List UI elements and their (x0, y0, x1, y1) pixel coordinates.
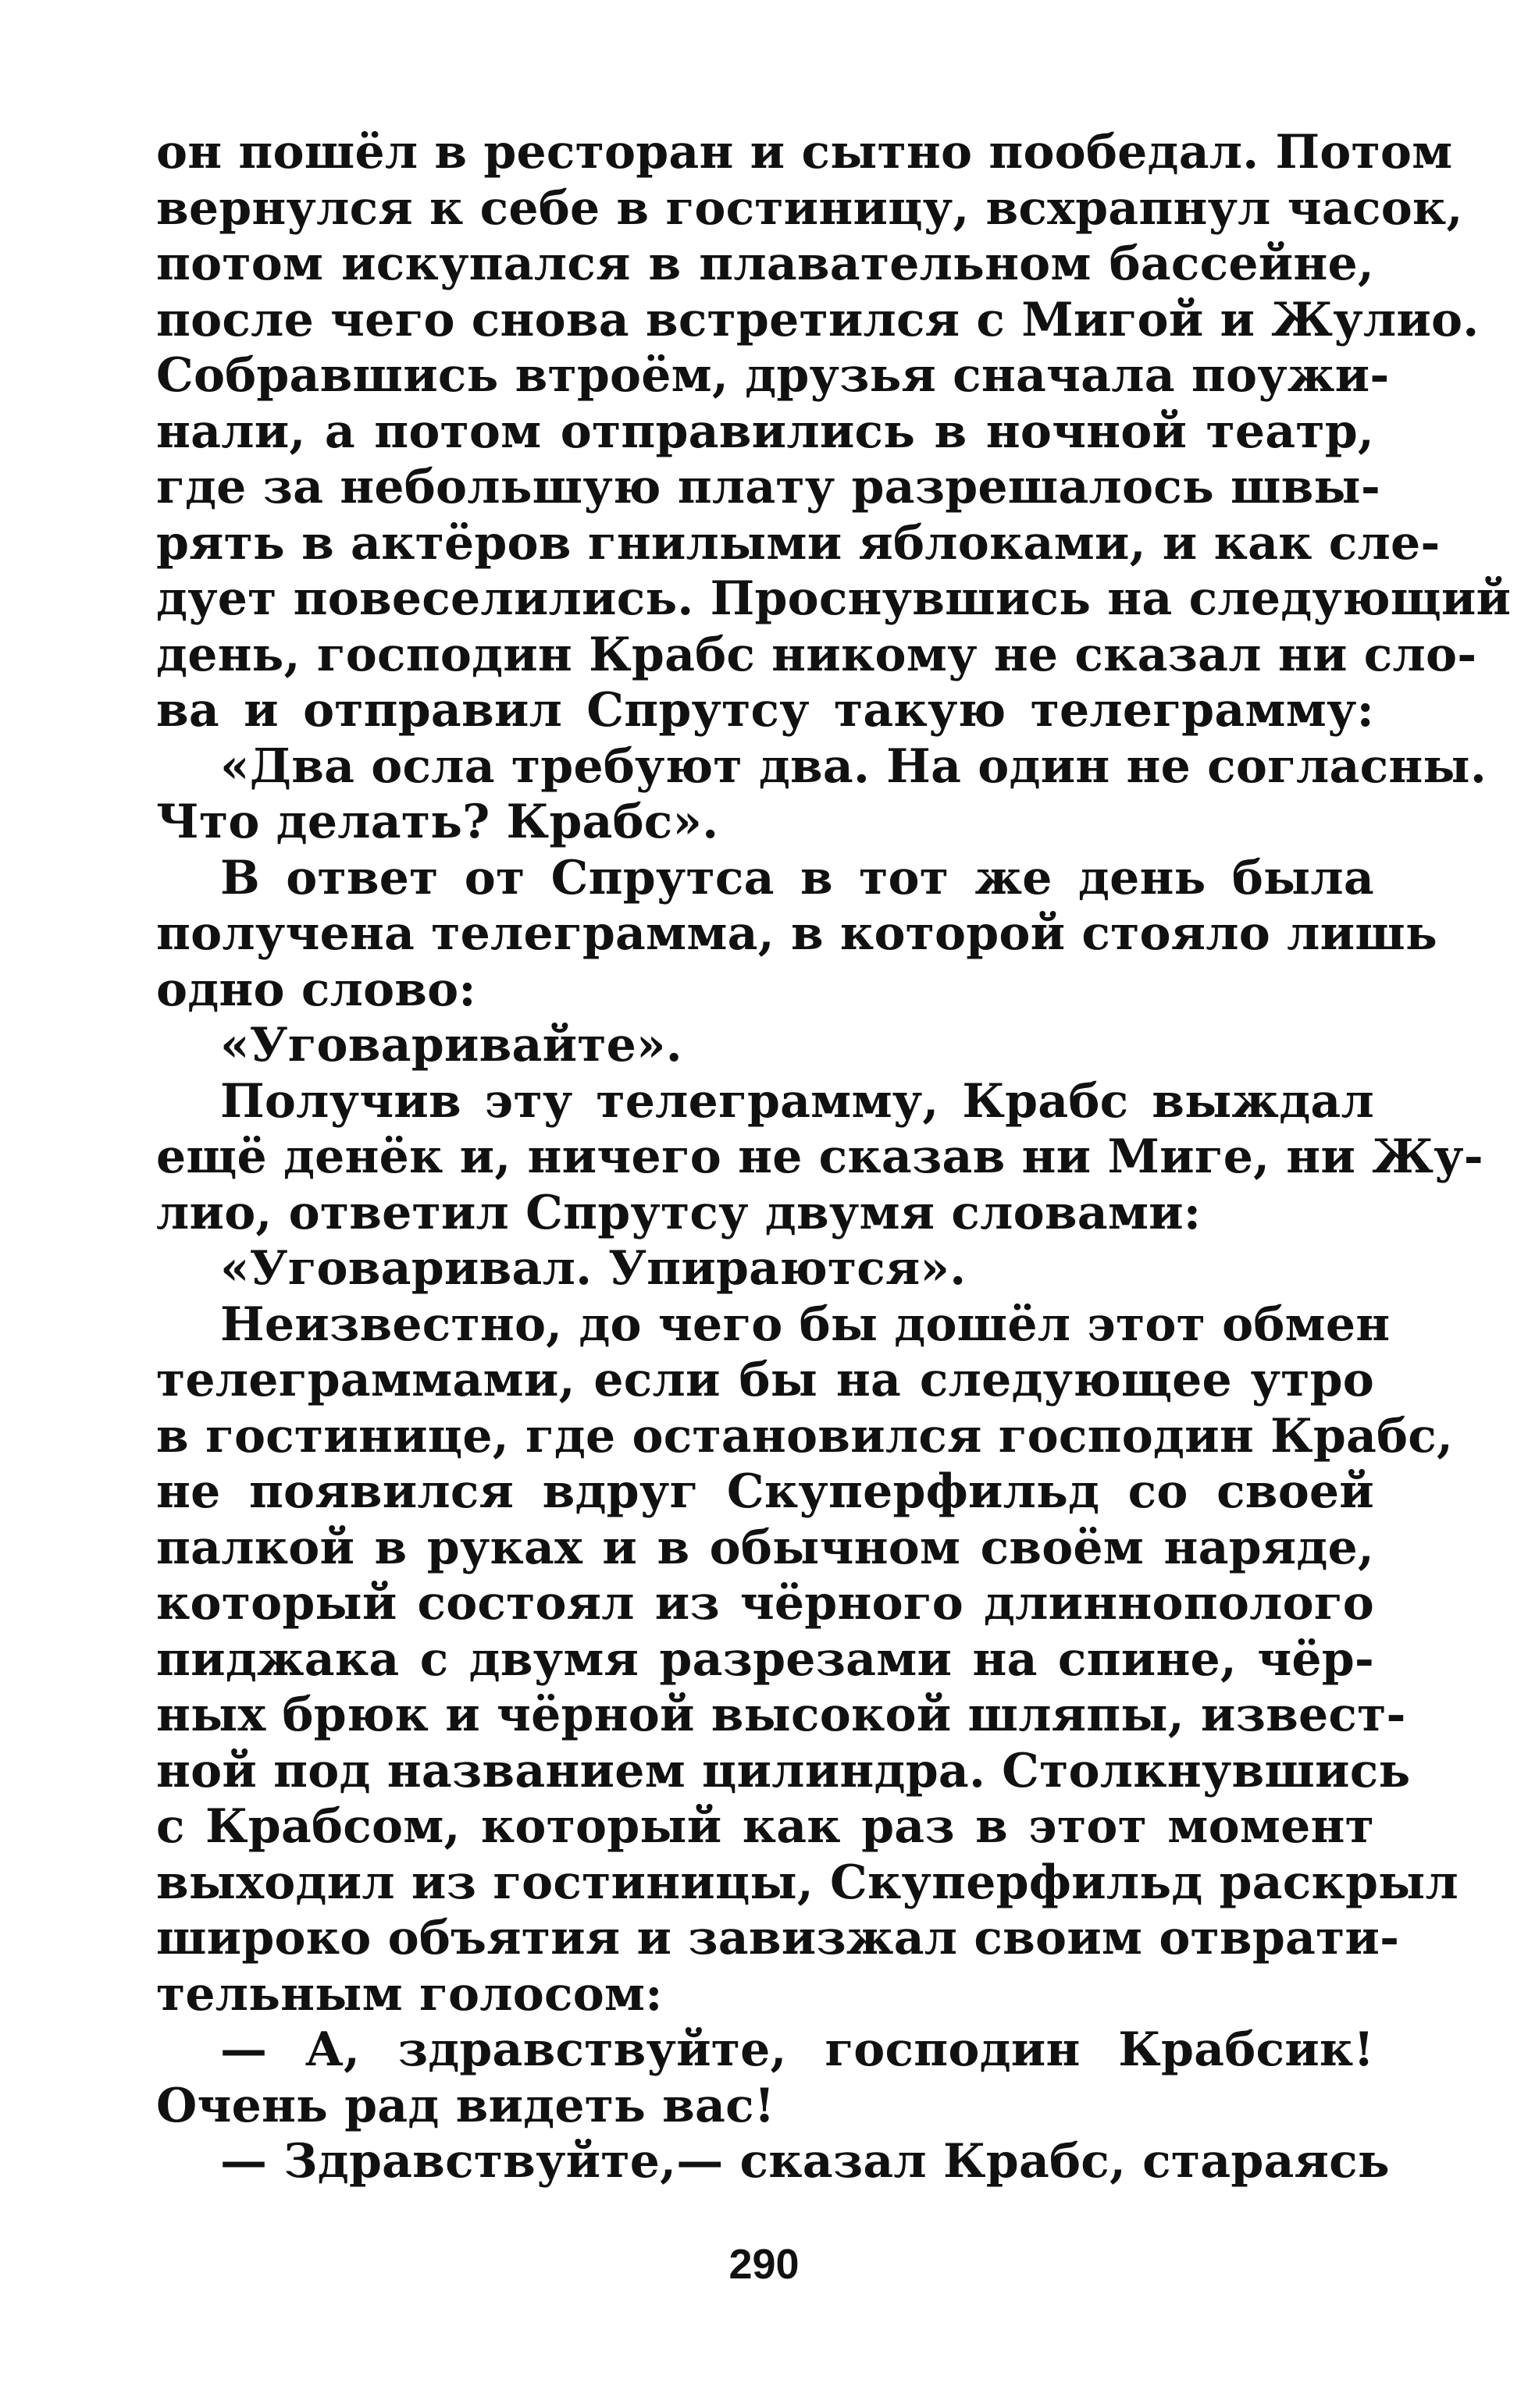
text-line: лио, ответил Спрутсу двумя словами: (156, 1185, 1202, 1240)
text-line: Очень рад видеть вас! (156, 2078, 775, 2133)
text-line: выходил из гостиницы, Скуперфильд раскрыл (156, 1855, 1459, 1910)
text-line: в гостинице, где остановился господин Крабс, (156, 1408, 1454, 1464)
text-line: широко объятия и завизжал своим отврати- (156, 1911, 1400, 1965)
text-line: — А, здравствуйте, господин Крабсик! (220, 2022, 1374, 2077)
text-line: который состоял из чёрного длиннополого (156, 1576, 1374, 1631)
text-line: «Уговаривайте». (220, 1018, 682, 1072)
text-line: одно слово: (156, 962, 476, 1017)
text-line: — Здравствуйте,— сказал Крабс, стараясь (220, 2134, 1390, 2189)
text-line: ных брюк и чёрной высокой шляпы, извест- (156, 1688, 1406, 1742)
text-line: нали, а потом отправились в ночной театр, (156, 404, 1374, 459)
text-line: В ответ от Спрутса в тот же день была (220, 850, 1374, 905)
text-line: телеграммами, если бы на следующее утро (156, 1353, 1374, 1407)
text-line: тельным голосом: (156, 1966, 663, 2022)
text-line: дует повеселились. Проснувшись на следующий (156, 571, 1512, 626)
text-line: где за небольшую плату разрешалось швы- (156, 460, 1381, 514)
text-line: с Крабсом, который как раз в этот момент (156, 1799, 1374, 1854)
text-line: рять в актёров гнилыми яблоками, и как сле- (156, 515, 1441, 571)
text-line: ной под названием цилиндра. Столкнувшись (156, 1743, 1411, 1798)
text-line: пиджака с двумя разрезами на спине, чёр- (156, 1631, 1374, 1687)
text-line: получена телеграмма, в которой стояло лишь (156, 906, 1437, 961)
text-line: Что делать? Крабс». (156, 795, 719, 849)
text-line: ещё денёк и, ничего не сказав ни Миге, ни Жу- (156, 1129, 1483, 1184)
text-line: не появился вдруг Скуперфильд со своей (156, 1464, 1374, 1519)
text-line: ва и отправил Спрутсу такую телеграмму: (156, 683, 1374, 738)
page-text-block (156, 125, 1512, 2190)
text-line: палкой в руках и в обычном своём наряде, (156, 1520, 1374, 1575)
text-line: день, господин Крабс никому не сказал ни сло- (156, 627, 1477, 682)
text-line: он пошёл в ресторан и сытно пообедал. Потом (156, 125, 1453, 180)
text-line: «Два осла требуют два. На один не согласны. (220, 738, 1487, 794)
text-line: после чего снова встретился с Мигой и Жулио. (156, 292, 1480, 347)
page-number: 290 (728, 2241, 800, 2288)
text-line: вернулся к себе в гостиницу, всхрапнул часок, (156, 180, 1463, 236)
text-line: потом искупался в плавательном бассейне, (156, 237, 1374, 291)
text-line: Получив эту телеграмму, Крабс выждал (220, 1073, 1374, 1129)
text-line: «Уговаривал. Упираются». (220, 1241, 967, 1296)
text-line: Собравшись втроём, друзья сначала поужи- (156, 348, 1390, 403)
text-line: Неизвестно, до чего бы дошёл этот обмен (220, 1296, 1391, 1352)
